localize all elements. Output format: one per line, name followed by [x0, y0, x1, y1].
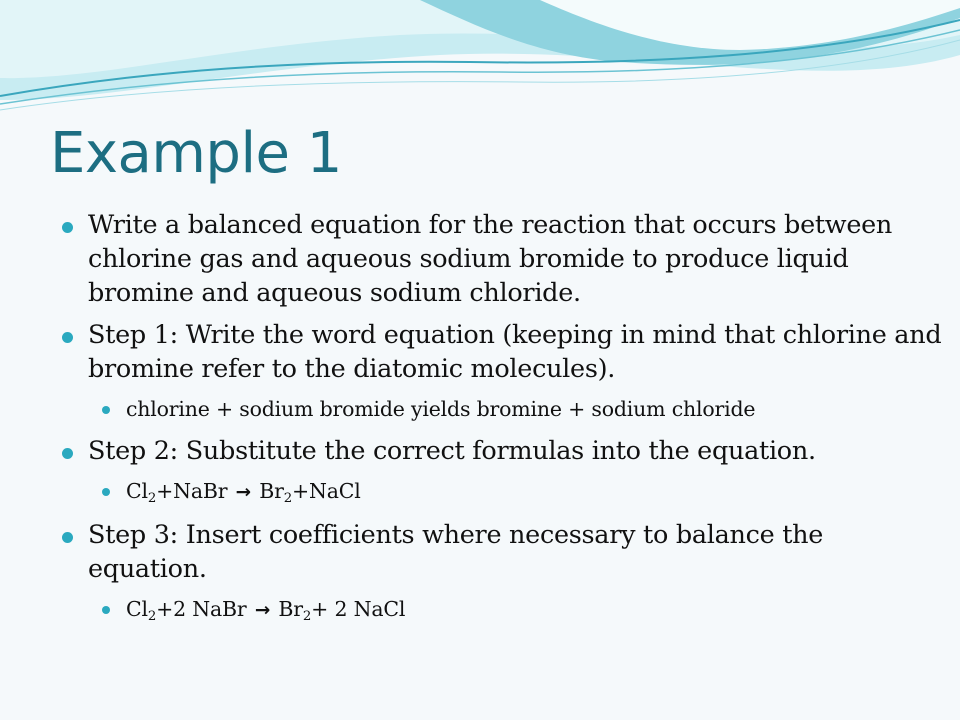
- sub-bullet-item: [62, 394, 942, 424]
- bullet-text: Step 1: Write the word equation (keeping in mind that chlorine and bromine refer to the diatomic molecules).: [88, 320, 942, 384]
- bullet-text: Step 3: Insert coefficients where necessary to balance the equation.: [88, 520, 824, 584]
- bullet-dot-icon: [62, 532, 73, 543]
- bullet-dot-icon: [102, 606, 110, 614]
- equation: $Cl_2+NaBr$ → $Br_2+NaCl$: [126, 479, 361, 506]
- slide-title: Example 1: [50, 121, 342, 186]
- bullet-item: [62, 318, 942, 386]
- bullet-text: Step 2: Substitute the correct formulas into the equation.: [88, 436, 816, 466]
- bullet-item: [62, 208, 942, 310]
- sub-bullet-item: [62, 476, 942, 508]
- sub-bullet-text: chlorine + sodium bromide yields bromine + sodium chloride: [126, 397, 756, 421]
- equation: $Cl_2+2$ NaBr → $Br_2+ 2$ NaCl: [126, 597, 406, 624]
- bullet-item: [62, 518, 942, 586]
- bullet-dot-icon: [102, 406, 110, 414]
- bullet-dot-icon: [102, 488, 110, 496]
- bullet-dot-icon: [62, 448, 73, 459]
- arrow-right-icon: →: [254, 600, 271, 621]
- bullet-list: [62, 208, 942, 636]
- bullet-text: Write a balanced equation for the reaction that occurs between chlorine gas and aqueous sodium bromide to produce liquid bromine and aqueous sodium chloride.: [88, 210, 893, 308]
- arrow-right-icon: →: [235, 482, 251, 503]
- bullet-dot-icon: [62, 222, 73, 233]
- bullet-item: [62, 434, 942, 468]
- sub-bullet-item: [62, 594, 942, 626]
- bullet-dot-icon: [62, 332, 73, 343]
